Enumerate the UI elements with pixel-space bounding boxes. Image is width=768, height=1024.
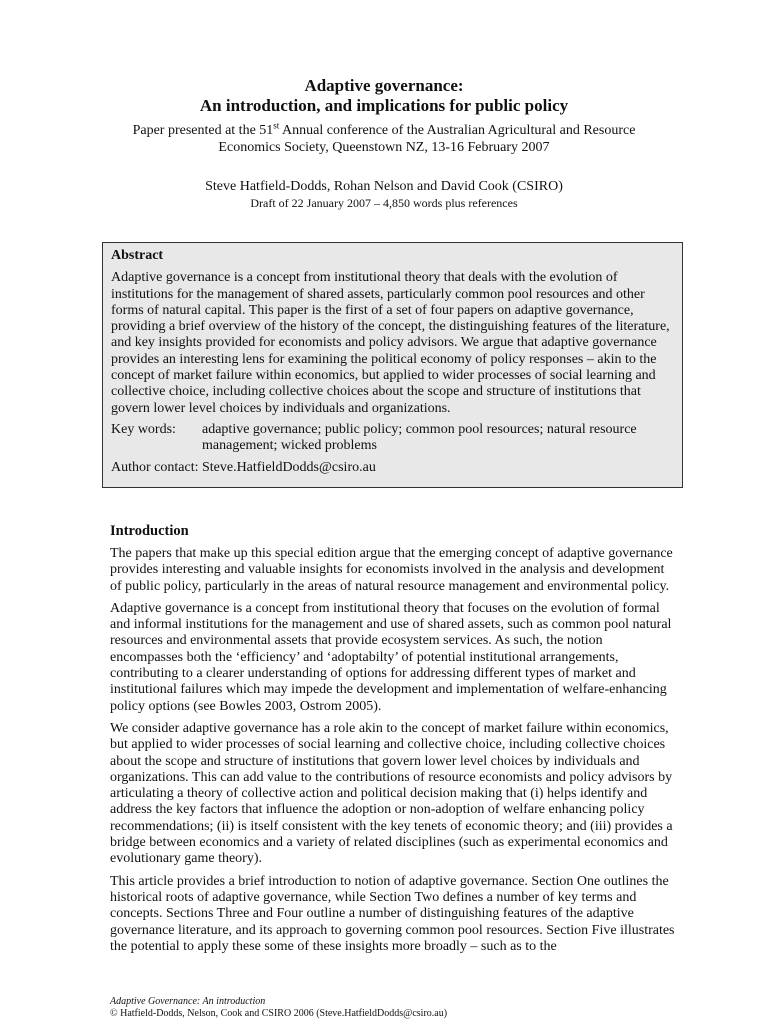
paper-title-line-1: Adaptive governance: (304, 76, 464, 95)
author-contact: Author contact: Steve.HatfieldDodds@csiro.au (111, 459, 376, 475)
paper-title-line-2: An introduction, and implications for public policy (199, 96, 569, 115)
keywords-label: Key words: (111, 421, 176, 437)
authors: Steve Hatfield-Dodds, Rohan Nelson and David Cook (CSIRO) (205, 179, 563, 194)
conference-location: Economics Society, Queenstown NZ, 13-16 February 2007 (218, 140, 550, 155)
abstract-heading: Abstract (111, 248, 164, 263)
footer-copyright: © Hatfield-Dodds, Nelson, Cook and CSIRO 2006 (Steve.HatfieldDodds@csiro.au) (110, 1008, 448, 1019)
introduction-section (110, 522, 678, 961)
paragraph: We consider adaptive governance has a role akin to the concept of market failure within economics, but applied to wider processes of social learning and collective choice, including collective choices about the scope and structure of institutions that govern lower level choices by individuals and organizations. This can add value to the contributions of resource economists and policy advisors by articulating a theory of collective action and political decision making that (i) helps identify and address the key factors that influence the adoption or non-adoption of welfare enhancing policy recommendations; (ii) is itself consistent with the key tenets of economic theory; and (iii) provides a bridge between economics and a variety of related disciplines (such as experimental economics and evolutionary game theory). (110, 720, 673, 867)
paragraph: This article provides a brief introduction to notion of adaptive governance. Section One outlines the historical roots of adaptive governance, while Section Two defines a number of key terms and concepts. Sections Three and Four outline a number of distinguishing features of the adaptive governance literature, and its approach to governing common pool resources. Section Five illustrates the potential to apply these some of these insights more broadly – such as to the (110, 873, 675, 954)
conference-info-part: Paper presented at the 51 (132, 123, 274, 138)
keywords-list: adaptive governance; public policy; common pool resources; natural resource management; wicked problems (202, 421, 637, 454)
keywords-row (111, 422, 674, 455)
introduction-heading: Introduction (110, 523, 189, 539)
paragraph: The papers that make up this special edition argue that the emerging concept of adaptive governance provides interesting and valuable insights for economists involved in the analysis and development of public policy, particularly in the areas of natural resource management and environmental policy. (110, 546, 673, 594)
abstract-box (102, 242, 683, 488)
conference-info-part: Annual conference of the Australian Agricultural and Resource (279, 123, 636, 138)
abstract-text: Adaptive governance is a concept from institutional theory that deals with the evolution of institutions for the management of shared assets, particularly common pool resources and other forms of natural capital. This paper is the first of a set of four papers on adaptive governance, providing a brief overview of the history of the concept, the distinguishing features of the literature, and key insights provided for economists and policy advisors. We argue that adaptive governance provides an interesting lens for examining the political economy of policy responses – akin to the concept of market failure within economics, but applied to wider processes of social learning and collective choice, including collective choices about the scope and structure of institutions that govern lower level choices by individuals and organizations. (111, 270, 670, 416)
conference-ordinal-suffix: st (273, 120, 280, 131)
footer-running-title: Adaptive Governance: An introduction (110, 996, 266, 1007)
conference-info (0, 122, 768, 156)
draft-date: Draft of 22 January 2007 – 4,850 words plus references (250, 196, 518, 210)
paragraph: Adaptive governance is a concept from institutional theory that focuses on the evolution of formal and informal institutions for the management and use of shared assets, such as common pool natural resources and environmental assets that provide ecosystem services. As such, the notion encompasses both the ‘efficiency’ and ‘adoptabilty’ of potential institutional arrangements, contributing to a clearer understanding of options for addressing different types of market and institutional failures which may impede the development and implementation of welfare-enhancing policy options (see Bowles 2003, Ostrom 2005). (110, 600, 672, 714)
page-footer (110, 996, 447, 1020)
